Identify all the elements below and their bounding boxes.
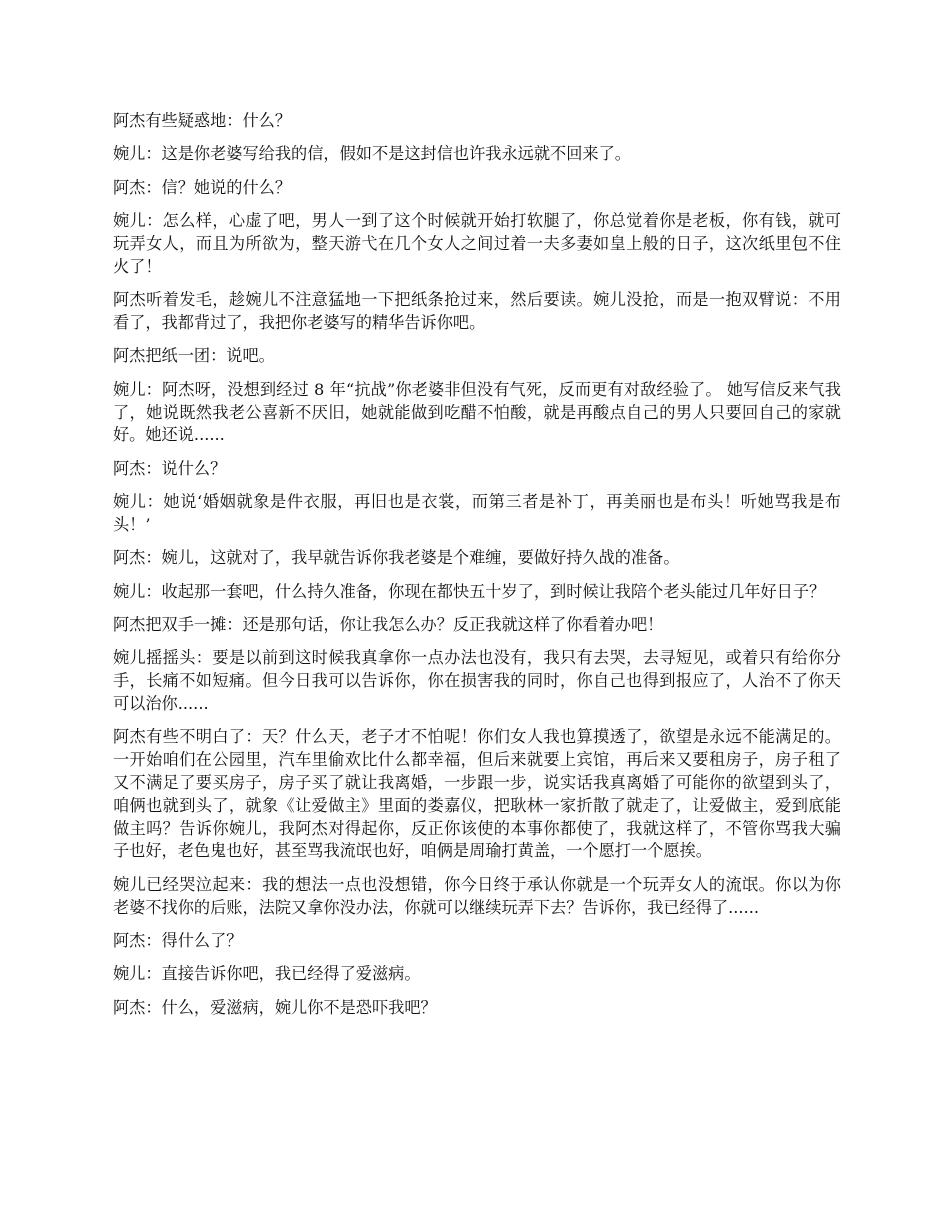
paragraph: 婉儿已经哭泣起来：我的想法一点也没想错，你今日终于承认你就是一个玩弄女人的流氓。你以为你老婆不找你的后账，法院又拿你没办法，你就可以继续玩弄下去？告诉你，我已经得了......	[113, 874, 841, 917]
paragraph: 阿杰：说什么？	[113, 458, 227, 478]
paragraph: 阿杰把双手一摊：还是那句话，你让我怎么办？反正我就这样了你看着办吧！	[113, 615, 664, 635]
paragraph: 阿杰：什么，爱滋病，婉儿你不是恐吓我吧？	[113, 997, 437, 1017]
paragraph: 阿杰听着发毛，趁婉儿不注意猛地一下把纸条抢过来，然后要读。婉儿没抢，而是一抱双臂说：不用看了，我都背过了，我把你老婆写的精华告诉你吧。	[113, 290, 841, 332]
paragraph: 婉儿：这是你老婆写给我的信，假如不是这封信也许我永远就不回来了。	[113, 144, 631, 164]
paragraph: 婉儿：怎么样，心虚了吧，男人一到了这个时候就开始打软腿了，你总觉着你是老板，你有钱，就可玩弄女人，而且为所欲为，整天游弋在几个女人之间过着一夫多妻如皇上般的日子，这次纸里包不住火了！	[113, 211, 841, 276]
paragraph: 阿杰把纸一团：说吧。	[113, 346, 275, 366]
paragraph: 婉儿：直接告诉你吧，我已经得了爱滋病。	[113, 964, 421, 984]
paragraph: 阿杰：婉儿，这就对了，我早就告诉你我老婆是个难缠，要做好持久战的准备。	[113, 548, 680, 568]
paragraph: 婉儿：收起那一套吧，什么持久准备，你现在都快五十岁了，到时候让我陪个老头能过几年好日子？	[113, 581, 826, 601]
paragraph: 阿杰有些疑惑地：什么？	[113, 111, 292, 130]
document-body	[113, 110, 841, 1030]
paragraph: 婉儿：阿杰呀，没想到经过 8 年“抗战”你老婆非但没有气死，反而更有对敌经验了。 她写信反来气我了，她说既然我老公喜新不厌旧，她就能做到吃醋不怕酸，就是再酸点自己的男人只要回自己的家就好。她还说......	[113, 379, 841, 445]
paragraph: 阿杰：得什么了？	[113, 931, 243, 951]
paragraph: 阿杰：信？她说的什么？	[113, 177, 292, 197]
paragraph: 婉儿摇摇头：要是以前到这时候我真拿你一点办法也没有，我只有去哭，去寻短见，或着只有给你分手，长痛不如短痛。但今日我可以告诉你，你在损害我的同时，你自己也得到报应了，人治不了你天可以治你......	[113, 648, 841, 714]
paragraph: 婉儿：她说‘婚姻就象是件衣服，再旧也是衣裳，而第三者是补丁，再美丽也是布头！听她骂我是布头！’	[113, 492, 841, 534]
paragraph: 阿杰有些不明白了：天？什么天，老子才不怕呢！你们女人我也算摸透了，欲望是永远不能满足的。一开始咱们在公园里，汽车里偷欢比什么都幸福，但后来就要上宾馆，再后来又要租房子，房子租了又不满足了要买房子，房子买了就让我离婚，一步跟一步，说实话我真离婚了可能你的欲望到头了，咱俩也就到头了，就象《让爱做主》里面的娄嘉仪，把耿林一家折散了就走了，让爱做主，爱到底能做主吗？告诉你婉儿，我阿杰对得起你，反正你该使的本事你都使了，我就这样了，不管你骂我大骗子也好，老色鬼也好，甚至骂我流氓也好，咱俩是周瑜打黄盖，一个愿打一个愿挨。	[113, 727, 841, 861]
